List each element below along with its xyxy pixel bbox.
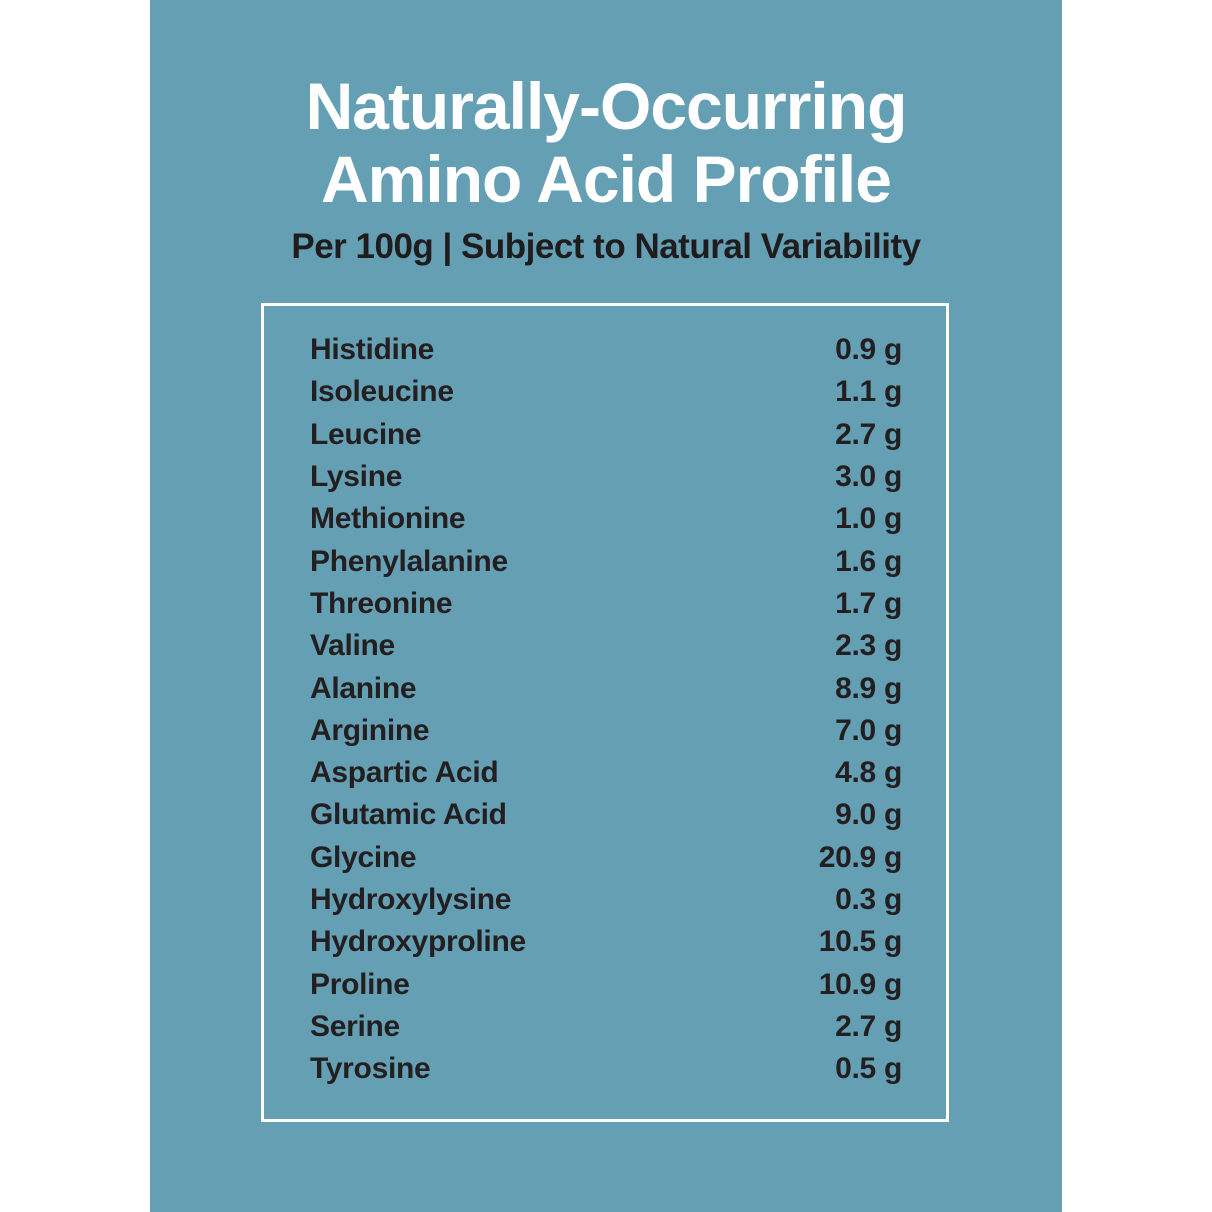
amino-acid-name: Valine xyxy=(310,629,395,663)
amino-acid-name: Phenylalanine xyxy=(310,544,508,578)
blue-label-panel xyxy=(150,0,1062,1212)
amino-acid-name: Alanine xyxy=(310,671,417,705)
table-row xyxy=(310,752,902,794)
table-row xyxy=(310,667,902,709)
amino-acid-amount: 0.5 g xyxy=(835,1052,902,1086)
amino-acid-name: Hydroxyproline xyxy=(310,925,526,959)
table-row xyxy=(310,371,902,413)
page-subtitle: Per 100g | Subject to Natural Variability xyxy=(291,227,921,267)
amino-acid-name: Methionine xyxy=(310,502,466,536)
table-row xyxy=(310,329,902,371)
amino-acid-name: Glutamic Acid xyxy=(310,798,507,832)
amino-acid-name: Histidine xyxy=(310,333,434,367)
amino-acid-name: Arginine xyxy=(310,713,430,747)
table-row xyxy=(310,710,902,752)
table-row xyxy=(310,498,902,540)
amino-acid-amount: 9.0 g xyxy=(835,798,902,832)
amino-acid-amount: 2.3 g xyxy=(835,629,902,663)
page-title xyxy=(150,70,1062,215)
amino-acid-name: Aspartic Acid xyxy=(310,756,499,790)
table-row xyxy=(310,625,902,667)
table-row xyxy=(310,963,902,1005)
amino-acid-amount: 7.0 g xyxy=(835,713,902,747)
amino-acid-amount: 10.9 g xyxy=(818,967,902,1001)
amino-acid-amount: 2.7 g xyxy=(835,417,902,451)
amino-acid-name: Isoleucine xyxy=(310,375,454,409)
amino-acid-table xyxy=(261,303,949,1122)
amino-acid-name: Threonine xyxy=(310,586,453,620)
amino-acid-name: Hydroxylysine xyxy=(310,883,512,916)
table-row xyxy=(310,921,902,963)
amino-acid-amount: 0.9 g xyxy=(835,333,902,367)
amino-acid-amount: 3.0 g xyxy=(835,460,902,494)
amino-acid-amount: 8.9 g xyxy=(835,671,902,705)
amino-acid-amount: 0.3 g xyxy=(835,883,902,916)
table-row xyxy=(310,879,902,921)
table-row xyxy=(310,456,902,498)
amino-acid-amount: 20.9 g xyxy=(818,840,902,874)
amino-acid-name: Lysine xyxy=(310,460,403,494)
amino-acid-name: Tyrosine xyxy=(310,1052,431,1086)
amino-acid-name: Proline xyxy=(310,967,410,1001)
table-row xyxy=(310,837,902,879)
table-row xyxy=(310,794,902,836)
amino-acid-amount: 10.5 g xyxy=(818,925,902,959)
amino-acid-amount: 1.1 g xyxy=(835,375,902,409)
amino-acid-amount: 4.8 g xyxy=(835,756,902,790)
table-row xyxy=(310,414,902,456)
amino-acid-name: Glycine xyxy=(310,840,417,874)
amino-acid-amount: 2.7 g xyxy=(835,1009,902,1043)
table-row xyxy=(310,583,902,625)
table-row xyxy=(310,1048,902,1090)
amino-acid-amount: 1.0 g xyxy=(835,502,902,536)
table-row xyxy=(310,540,902,582)
page-title-line2: Amino Acid Profile xyxy=(321,141,891,216)
amino-acid-name: Serine xyxy=(310,1009,400,1043)
table-row xyxy=(310,1006,902,1048)
amino-acid-amount: 1.6 g xyxy=(835,544,902,578)
amino-acid-name: Leucine xyxy=(310,417,422,451)
amino-acid-amount: 1.7 g xyxy=(835,586,902,620)
page-title-line1: Naturally-Occurring xyxy=(305,69,907,143)
